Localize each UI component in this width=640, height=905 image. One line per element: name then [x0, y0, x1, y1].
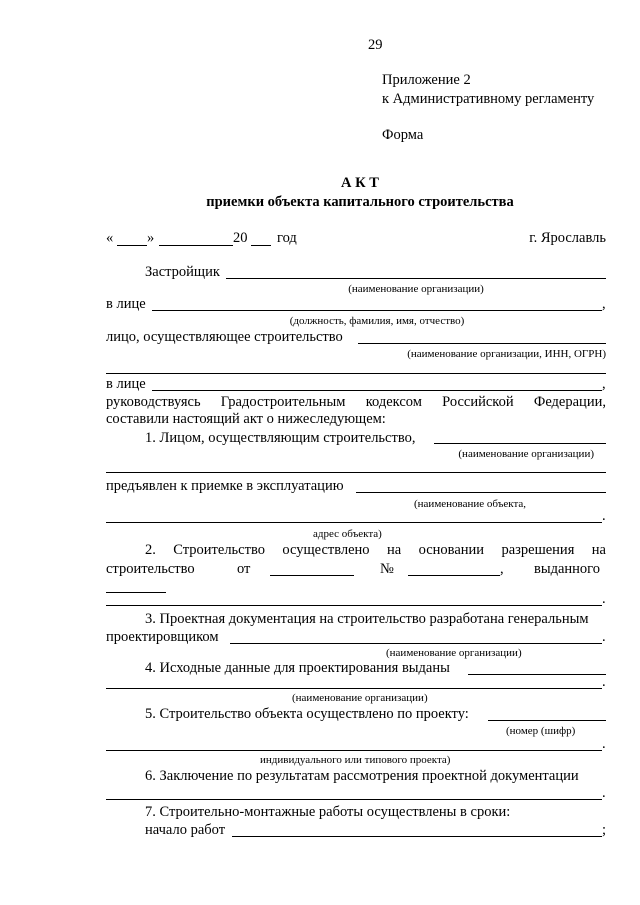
item-2-word: на [591, 542, 606, 558]
item-2-word: 2. [145, 542, 156, 558]
item-1-label: 1. Лицом, осуществляющим строительство, [145, 430, 416, 446]
issued-field-continued[interactable] [106, 605, 602, 606]
object-field[interactable] [356, 492, 606, 493]
start-label: начало работ [145, 822, 226, 838]
item-4-field[interactable] [468, 674, 606, 675]
item-4-label: 4. Исходные данные для проектирования выданы [145, 660, 450, 676]
designer-field[interactable] [230, 643, 602, 644]
guided-word: руководствуясь [106, 394, 201, 410]
project-number-field[interactable] [488, 720, 606, 721]
conclusion-period: . [602, 785, 606, 801]
year-suffix: год [277, 230, 297, 246]
developer-field[interactable] [226, 278, 606, 279]
permit-number-sign: № [380, 561, 394, 577]
item-3-label: 3. Проектная документация на строительство разработана генеральным [145, 611, 589, 627]
regulation-label: к Административному регламенту [382, 91, 595, 107]
appendix-label: Приложение 2 [382, 72, 471, 88]
builder-hint: (наименование организации, ИНН, ОГРН) [407, 348, 606, 360]
object-hint: (наименование объекта, [414, 498, 527, 510]
item-5-label: 5. Строительство объекта осуществлено по проекту: [145, 706, 469, 722]
builder-label: лицо, осуществляющее строительство [106, 329, 343, 345]
in-person-label: в лице [106, 296, 146, 312]
conclusion-field[interactable] [106, 799, 602, 800]
designer-hint: (наименование организации) [386, 647, 522, 659]
project-field-continued[interactable] [106, 750, 602, 751]
in-person-field-2[interactable] [152, 390, 602, 391]
in-person-label-2: в лице [106, 376, 146, 392]
date-open-quote: « [106, 230, 114, 246]
object-period: . [602, 508, 606, 524]
issued-field[interactable] [106, 592, 166, 593]
guided-word: Федерации, [533, 394, 606, 410]
permit-label: строительство [106, 561, 195, 577]
start-field[interactable] [232, 836, 602, 837]
month-field[interactable] [159, 245, 233, 246]
item-2-word: Строительство [173, 542, 265, 558]
developer-label: Застройщик [145, 264, 220, 280]
position-hint: (должность, фамилия, имя, отчество) [289, 315, 465, 327]
project-period: . [602, 736, 606, 752]
permit-date-field[interactable] [270, 575, 354, 576]
item-2-word: осуществлено [282, 542, 370, 558]
start-semicolon: ; [602, 822, 607, 838]
guided-word: Российской [442, 394, 514, 410]
in-person-comma-2: , [602, 376, 606, 392]
item-4-field-continued[interactable] [106, 688, 602, 689]
item-2-word: на [386, 542, 402, 558]
item-1-field-continued[interactable] [106, 472, 606, 473]
compiled-line: составили настоящий акт о нижеследующем: [106, 411, 386, 427]
item-2-word: разрешения [501, 542, 575, 558]
page-number: 29 [368, 37, 383, 53]
document-title: А К Т [341, 175, 379, 191]
guided-word: Градостроительным [220, 394, 346, 410]
item-4-period: . [602, 674, 606, 690]
item-2-word: основании [418, 542, 485, 558]
item-7-label: 7. Строительно-монтажные работы осуществлены в сроки: [145, 804, 511, 820]
item-4-hint: (наименование организации) [292, 692, 428, 704]
date-close-quote: » [147, 230, 155, 246]
builder-field[interactable] [358, 343, 606, 344]
item-2-line [145, 542, 606, 559]
year-prefix: 20 [233, 230, 248, 246]
project-number-hint: (номер (шифр) [506, 725, 576, 737]
designer-label: проектировщиком [106, 629, 219, 645]
permit-number-field[interactable] [408, 575, 500, 576]
address-hint: адрес объекта) [313, 528, 382, 540]
form-label: Форма [382, 127, 424, 143]
project-type-hint: индивидуального или типового проекта) [260, 754, 451, 766]
issued-period: . [602, 591, 606, 607]
presented-label: предъявлен к приемке в эксплуатацию [106, 478, 344, 494]
year-field[interactable] [251, 245, 271, 246]
permit-comma: , [500, 561, 504, 577]
guided-word: кодексом [365, 394, 422, 410]
item-1-hint: (наименование организации) [458, 448, 594, 460]
item-6-label: 6. Заключение по результатам рассмотрения проектной документации [145, 768, 579, 784]
day-field[interactable] [117, 245, 147, 246]
builder-field-continued[interactable] [106, 373, 606, 374]
item-1-field[interactable] [434, 443, 606, 444]
in-person-field[interactable] [152, 310, 602, 311]
designer-period: . [602, 629, 606, 645]
document-subtitle: приемки объекта капитального строительства [206, 194, 514, 210]
guided-line [106, 394, 606, 411]
object-field-continued[interactable] [106, 522, 602, 523]
city-label: г. Ярославль [529, 230, 606, 246]
permit-from-label: от [237, 561, 251, 577]
in-person-comma: , [602, 296, 606, 312]
issued-label: выданного [534, 561, 601, 577]
developer-hint: (наименование организации) [348, 283, 484, 295]
